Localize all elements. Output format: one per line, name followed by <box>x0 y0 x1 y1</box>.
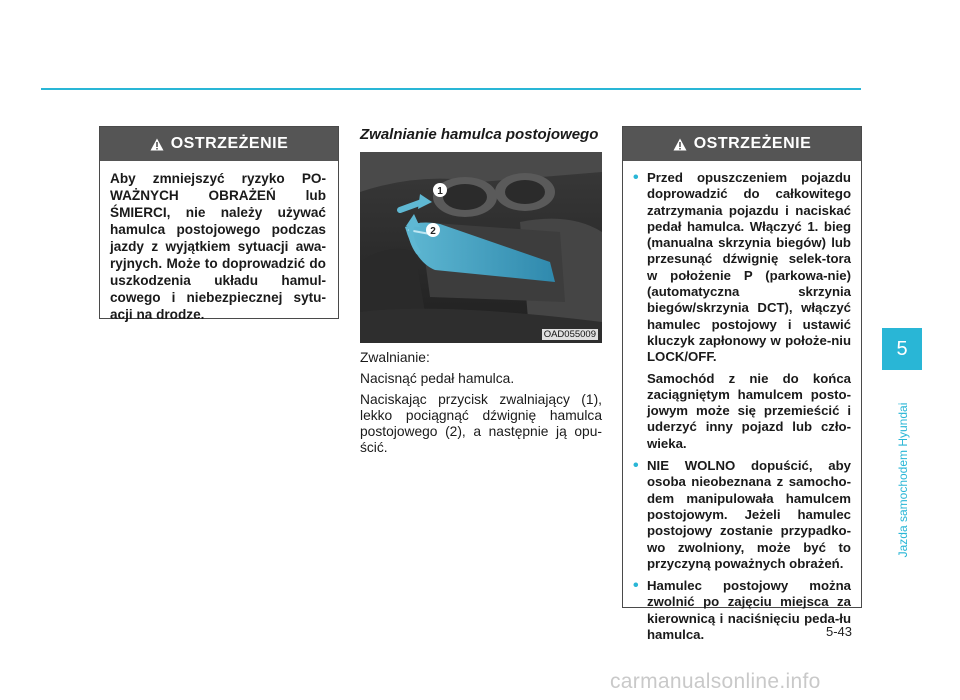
chapter-title: Jazda samochodem Hyundai <box>896 402 910 558</box>
list-item <box>633 170 851 452</box>
bullet-dot-icon: • <box>633 169 639 186</box>
image-code: OAD055009 <box>543 329 596 340</box>
bullet-text: NIE WOLNO dopuścić, aby osoba nieobeznana z samocho-dem manipulowała hamulcem postojowym. Jeżeli hamulec postojowy zostanie przypadko-wo zwolniony, może być to przyczyną poważnych obrażeń. <box>647 458 851 571</box>
page-number: 5-43 <box>826 624 853 639</box>
warning-text: Aby zmniejszyć ryzyko PO-WAŻNYCH OBRAŻEŃ lub ŚMIERCI, nie należy używać hamulca postojowego podczas jazdy z wyjątkiem sytuacji awa-ryjnych. Może to doprowadzić do uszkodzenia układu hamul-cowego i niebezpiecznej sytu-acji na drodze. <box>110 171 326 322</box>
warning-header <box>100 127 338 161</box>
list-item <box>633 578 851 643</box>
warning-title: OSTRZEŻENIE <box>170 135 289 152</box>
chapter-label <box>896 380 910 580</box>
body-text <box>360 350 602 461</box>
warning-box-left <box>99 126 339 322</box>
warning-title: OSTRZEŻENIE <box>693 135 812 152</box>
parking-brake-photo <box>360 152 602 343</box>
paragraph: Naciskając przycisk zwalniający (1), lekko pociągnąć dźwignię hamulca postojowego (2), a następnie ją opu-ścić. <box>360 392 602 455</box>
parking-brake-illustration <box>360 152 602 343</box>
chapter-tab: 5 <box>882 328 922 370</box>
list-item <box>633 458 851 572</box>
bullet-extra: Samochód z nie do końca zaciągniętym hamulcem posto-jowym może się przemieścić i uderzyć inny pojazd lub czło-wieka. <box>647 370 851 451</box>
warning-triangle-icon <box>150 138 164 151</box>
bullet-text: Hamulec postojowy można zwolnić po zajęciu miejsca za kierownicą i naciśnięciu peda-łu hamulca. <box>647 578 851 643</box>
callout-2-label: 2 <box>430 226 436 237</box>
bullet-dot-icon: • <box>633 577 639 595</box>
paragraph: Nacisnąć pedał hamulca. <box>360 371 515 386</box>
warning-header <box>623 127 861 161</box>
top-rule <box>41 88 861 90</box>
warning-bullets <box>633 170 851 643</box>
bullet-dot-icon: • <box>633 457 639 475</box>
warning-text <box>623 161 861 643</box>
callout-1-label: 1 <box>437 186 443 197</box>
paragraph: Zwalnianie: <box>360 350 430 365</box>
section-title: Zwalnianie hamulca postojowego <box>360 126 599 143</box>
watermark: carmanualsonline.info <box>610 670 821 693</box>
bullet-text: Przed opuszczeniem pojazdu doprowadzić do całkowitego zatrzymania pojazdu i naciskać pedał hamulca. Włączyć 1. bieg (manualna skrzynia biegów) lub przesunąć dźwignię selek-tora w położenie P (parkowa-nie) (automatyczna skrzynia biegów/skrzynia DCT), włączyć hamulec postojowy i ustawić kluczyk zapłonowy w położe-niu LOCK/OFF. <box>647 170 851 365</box>
warning-triangle-icon <box>673 138 687 151</box>
